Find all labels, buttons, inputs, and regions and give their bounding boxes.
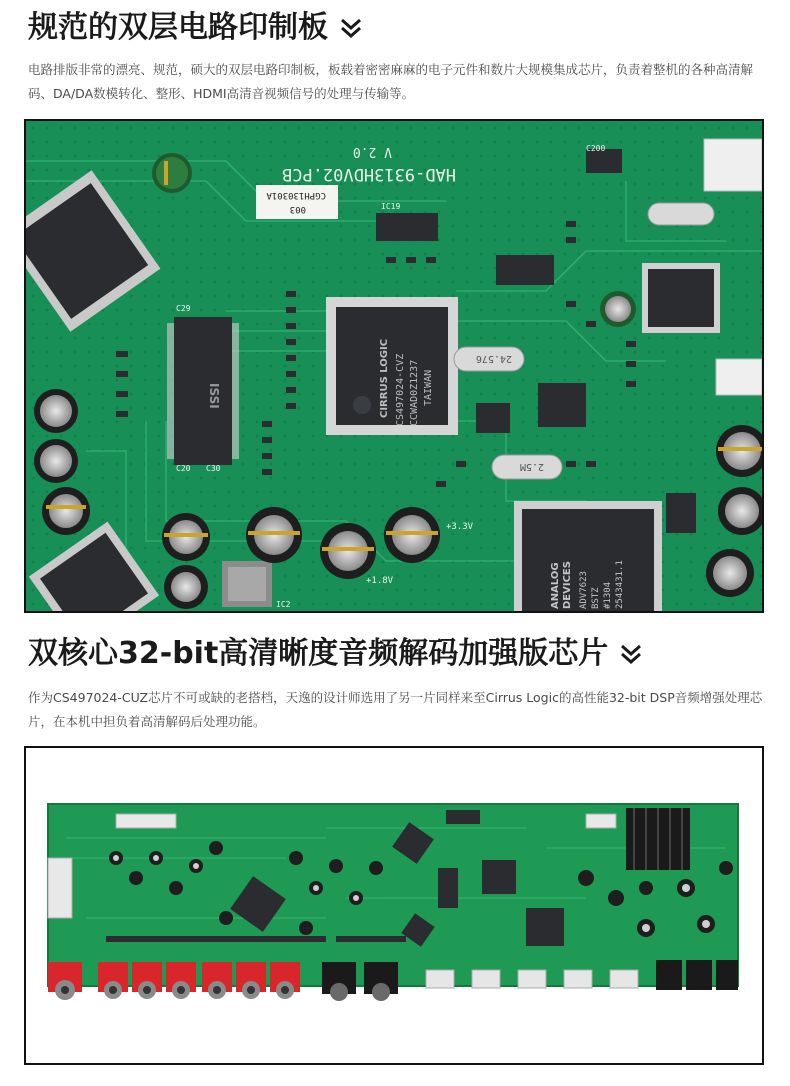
silk-ic19: IC19	[381, 202, 401, 211]
issi-brand: ISSI	[207, 383, 221, 409]
silk-voltage-3v3: +3.3V	[446, 522, 474, 532]
adi-brand2: DEVICES	[562, 561, 573, 609]
section-heading-pcb-text: 规范的双层电路印制板	[28, 10, 328, 45]
section-heading-pcb	[28, 10, 364, 46]
board-version: V 2.0	[352, 144, 392, 159]
right-jacks	[656, 960, 738, 990]
cirrus-logic-dsp-chip	[326, 297, 458, 435]
sticker-line2: 003	[289, 204, 306, 214]
adi-line2: BSTZ	[591, 587, 601, 609]
double-chevron-down-icon	[618, 641, 644, 667]
silk-voltage-1v8: +1.8V	[366, 576, 394, 586]
board-chip-3	[482, 860, 516, 894]
crystal-oscillator-1	[454, 347, 524, 371]
heatsink	[626, 808, 690, 870]
section-heading-dsp-text: 双核心32-bit高清晰度音频解码加强版芯片	[28, 636, 609, 671]
full-board-illustration	[26, 748, 762, 1063]
analog-devices-hdmi-chip	[514, 501, 662, 611]
silk-c29: C29	[176, 304, 191, 313]
board-chip-5	[438, 868, 458, 908]
cirrus-line1: CS497024-CVZ	[395, 353, 406, 426]
cirrus-line3: TAIWAN	[423, 369, 434, 406]
adi-brand1: ANALOG	[550, 562, 561, 609]
board-part-number: HAD-9313HDV02.PCB	[282, 164, 456, 184]
voltage-regulator	[222, 561, 272, 607]
adi-line3: #1304	[603, 581, 613, 609]
issi-memory-chip	[167, 317, 239, 465]
pcb-closeup-photo	[24, 119, 764, 613]
small-chip-2	[538, 383, 586, 427]
crystal-oscillator-3	[648, 203, 714, 225]
section-heading-dsp	[28, 636, 644, 672]
cirrus-line2: CCWAD0Z1237	[409, 359, 420, 426]
section-description-dsp: 作为CS497024-CUZ芯片不可或缺的老搭档，天逸的设计师选用了另一片同样来至Cirrus Logic的高性能32-bit DSP音频增强处理芯片，在本机中担负着高清解码后处理功能。	[28, 690, 763, 729]
silk-c20: C20	[176, 464, 191, 473]
full-board-photo	[24, 746, 764, 1065]
crystal2-label: 2.5M	[519, 461, 544, 472]
silk-c30: C30	[206, 464, 221, 473]
sticker-line1: CGPH130301A	[266, 190, 326, 200]
small-chip-3	[666, 493, 696, 533]
qfp-chip-top-right	[642, 263, 720, 333]
section-description-pcb: 电路排版非常的漂亮、规范，硕大的双层电路印制板，板载着密密麻麻的电子元件和数片大规模集成芯片，负责着整机的各种高清解码、DA/DA数模转化、整形、HDMI高清音视频信号的处理与传输等。	[28, 62, 754, 101]
silk-ic2: IC2	[276, 600, 291, 609]
double-chevron-down-icon	[338, 15, 364, 41]
adi-line4: 2543431.1	[615, 560, 625, 609]
board-chip-4	[526, 908, 564, 946]
silk-c200: C200	[586, 144, 606, 153]
crystal-oscillator-2	[492, 455, 562, 479]
left-connector	[48, 858, 72, 918]
crystal1-label: 24.576	[475, 353, 512, 364]
pcb-closeup-illustration	[26, 121, 762, 611]
adi-line1: ADV7623	[579, 571, 589, 609]
cirrus-brand: CIRRUS LOGIC	[379, 338, 390, 418]
small-chip-1	[476, 403, 510, 433]
